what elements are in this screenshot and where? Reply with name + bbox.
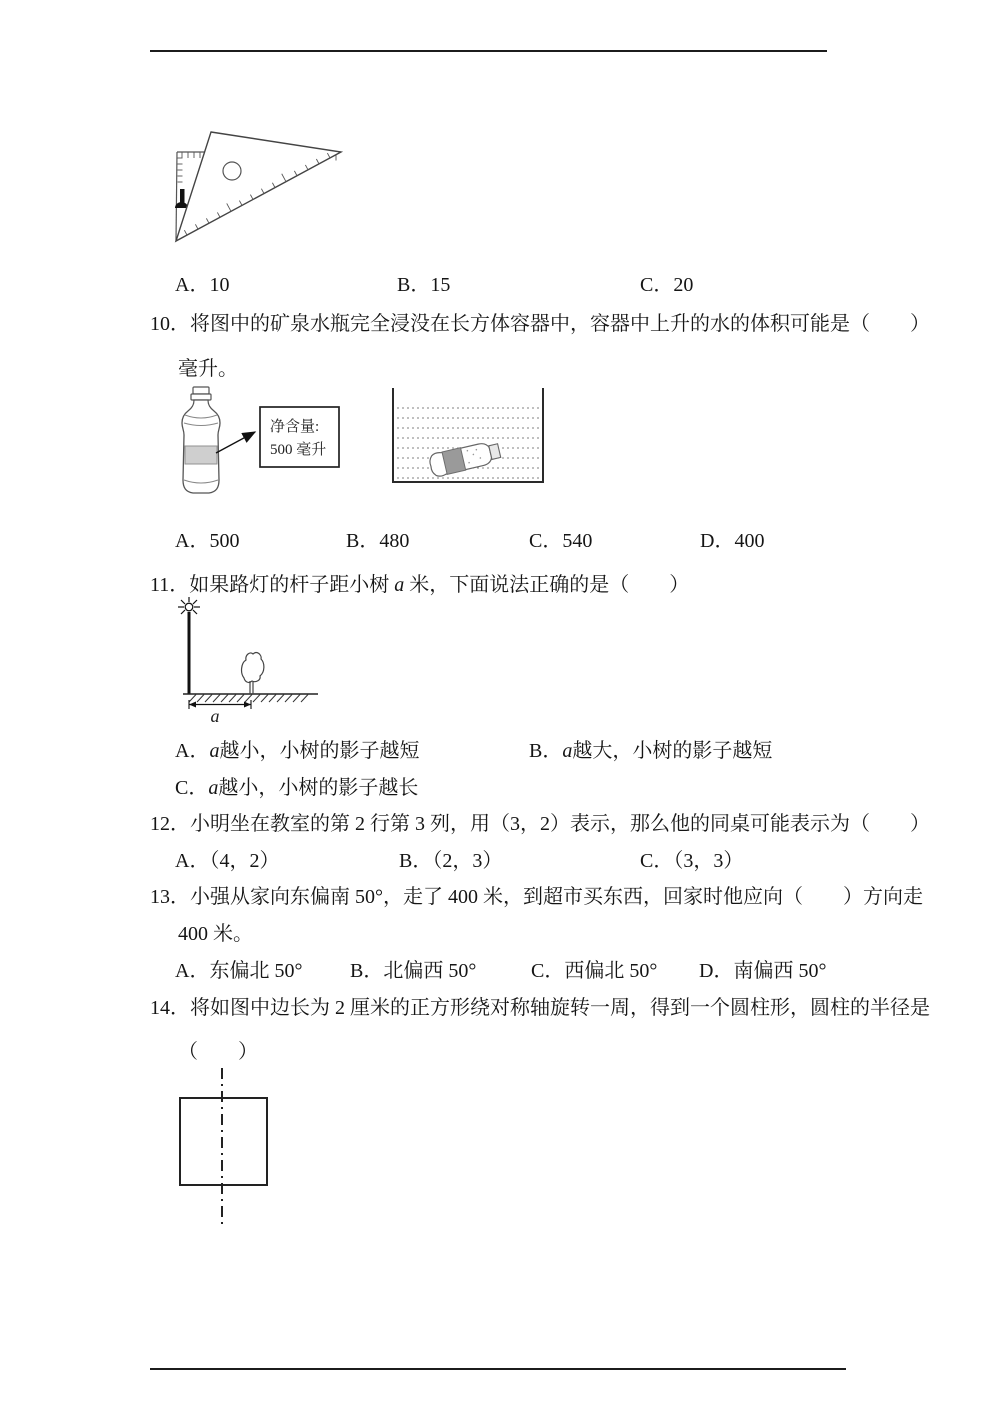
q14-line-1	[150, 995, 930, 1021]
set-square-figure	[160, 112, 360, 252]
q12-number: 12．	[150, 813, 190, 835]
q10-number: 10．	[150, 313, 190, 335]
q10-option-a: A．500	[175, 530, 240, 552]
label-arrow	[216, 432, 255, 453]
top-rule	[150, 50, 827, 52]
water-bottle	[182, 387, 220, 493]
q13-number: 13．	[150, 886, 190, 908]
q13-option-b: B．北偏西 50°	[350, 960, 477, 982]
q9-option-b: B．15	[397, 274, 451, 296]
q11-options-row-2	[0, 775, 1000, 801]
q12-options-row	[0, 848, 1000, 874]
q14-line-2: （ ）	[178, 1041, 258, 1063]
q12-option-c: C．（3，3）	[640, 850, 744, 872]
bottle-cap	[193, 387, 209, 394]
bottom-rule	[150, 1368, 846, 1370]
submerged-bottle	[428, 439, 502, 478]
bottle-and-container-figure	[170, 385, 550, 507]
dimension-arrow	[189, 700, 251, 726]
q10-line-1	[150, 311, 930, 337]
street-lamp-figure	[160, 596, 340, 736]
lamp-icon	[178, 597, 200, 694]
water-container	[393, 388, 543, 482]
q10-option-d: D．400	[700, 530, 765, 552]
q11-option-a: A．a越小，小树的影子越短	[175, 740, 420, 762]
bottle-cap-ring	[191, 394, 211, 400]
q11-options-row-1	[0, 738, 1000, 764]
square-shape	[180, 1098, 267, 1185]
q11-option-c: C．a越小，小树的影子越长	[175, 777, 419, 799]
q10-option-b: B．480	[346, 530, 410, 552]
q10-option-c: C．540	[529, 530, 593, 552]
q11-line	[150, 572, 689, 598]
q10-options-row	[0, 528, 1000, 554]
net-content-line-2: 500 毫升	[270, 442, 327, 458]
q14-number: 14．	[150, 997, 190, 1019]
tree-icon	[242, 653, 264, 694]
q11-variable: a	[394, 574, 405, 596]
q13-options-row	[0, 958, 1000, 984]
q13-option-a: A．东偏北 50°	[175, 960, 303, 982]
triangle-ruler	[176, 132, 341, 241]
q13-text: 小强从家向东偏南 50°，走了 400 米，到超市买东西，回家时他应向（ ）方向走	[190, 886, 923, 908]
q11-number: 11．	[150, 574, 190, 596]
q11-text-before: 如果路灯的杆子距小树	[189, 574, 395, 596]
q11-text-after: 米，下面说法正确的是（ ）	[404, 574, 690, 596]
q11-option-b: B．a越大，小树的影子越短	[529, 740, 773, 762]
q14-text: 将如图中边长为 2 厘米的正方形绕对称轴旋转一周，得到一个圆柱形，圆柱的半径是	[190, 997, 930, 1019]
q12-text: 小明坐在教室的第 2 行第 3 列，用（3，2）表示，那么他的同桌可能表示为（ ）	[190, 813, 930, 835]
q13-option-c: C．西偏北 50°	[531, 960, 658, 982]
q12-option-a: A．（4，2）	[175, 850, 280, 872]
bottle-label	[185, 446, 217, 464]
q10-line-2: 毫升。	[178, 358, 238, 380]
dimension-label: a	[210, 706, 220, 726]
q13-line-2: 400 米。	[178, 923, 253, 945]
q10-text: 将图中的矿泉水瓶完全浸没在长方体容器中，容器中上升的水的体积可能是（ ）	[190, 313, 930, 335]
q13-option-d: D．南偏西 50°	[699, 960, 827, 982]
ground-hatching	[189, 695, 308, 703]
q9-option-c: C．20	[640, 274, 694, 296]
net-content-line-1: 净含量:	[270, 419, 320, 435]
square-rotation-figure	[170, 1062, 290, 1234]
q9-option-a: A．10	[175, 274, 230, 296]
q12-option-b: B．（2，3）	[399, 850, 503, 872]
q9-options-row	[0, 272, 1000, 298]
q13-line-1	[150, 884, 923, 910]
net-content-label-box	[260, 407, 339, 467]
q12-line	[150, 811, 930, 837]
